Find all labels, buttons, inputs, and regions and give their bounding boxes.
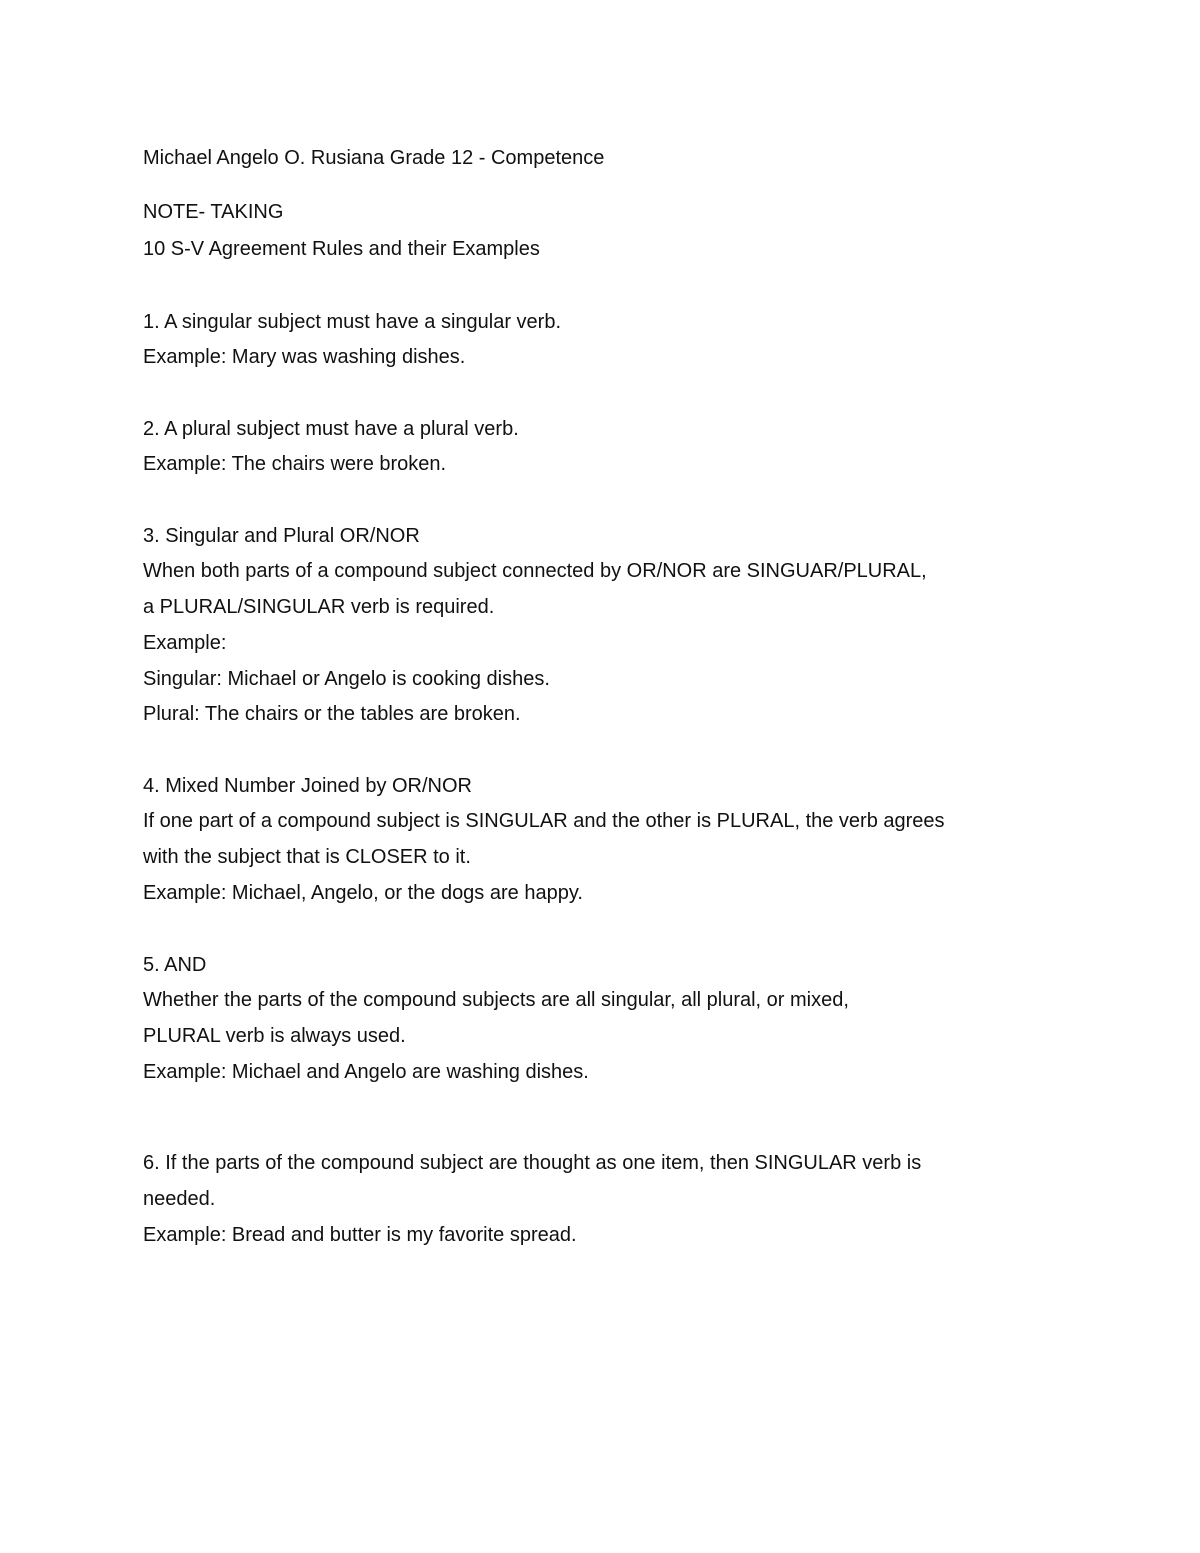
rule-3-example-label: Example: bbox=[143, 632, 227, 654]
rule-5-heading: 5. AND bbox=[143, 954, 207, 976]
rule-1-example: Example: Mary was washing dishes. bbox=[143, 346, 466, 368]
author-line: Michael Angelo O. Rusiana Grade 12 - Competence bbox=[143, 147, 605, 169]
rule-2-heading: 2. A plural subject must have a plural verb. bbox=[143, 418, 519, 440]
rule-4-body-line: with the subject that is CLOSER to it. bbox=[143, 846, 471, 868]
rule-3-body-line: When both parts of a compound subject connected by OR/NOR are SINGUAR/PLURAL, bbox=[143, 560, 927, 582]
rule-3-heading: 3. Singular and Plural OR/NOR bbox=[143, 525, 420, 547]
rule-3-example-singular: Singular: Michael or Angelo is cooking dishes. bbox=[143, 668, 550, 690]
rule-2-example: Example: The chairs were broken. bbox=[143, 453, 447, 475]
rule-6-example: Example: Bread and butter is my favorite spread. bbox=[143, 1224, 577, 1246]
section-label: NOTE- TAKING bbox=[143, 201, 284, 223]
rule-4-body-line: If one part of a compound subject is SINGULAR and the other is PLURAL, the verb agrees bbox=[143, 810, 945, 832]
rule-4-heading: 4. Mixed Number Joined by OR/NOR bbox=[143, 775, 473, 797]
topic-title: 10 S-V Agreement Rules and their Examples bbox=[143, 238, 540, 260]
rule-5-body-line: Whether the parts of the compound subjects are all singular, all plural, or mixed, bbox=[143, 989, 849, 1011]
rule-1-heading: 1. A singular subject must have a singular verb. bbox=[143, 311, 562, 333]
rule-3-body-line: a PLURAL/SINGULAR verb is required. bbox=[143, 596, 495, 618]
rule-6-heading: 6. If the parts of the compound subject are thought as one item, then SINGULAR verb is bbox=[143, 1152, 922, 1174]
rule-4-example: Example: Michael, Angelo, or the dogs are happy. bbox=[143, 882, 583, 904]
rule-3-example-plural: Plural: The chairs or the tables are broken. bbox=[143, 703, 521, 725]
rule-5-body-line: PLURAL verb is always used. bbox=[143, 1025, 406, 1047]
rule-5-example: Example: Michael and Angelo are washing dishes. bbox=[143, 1061, 589, 1083]
rule-6-heading-continued: needed. bbox=[143, 1188, 216, 1210]
